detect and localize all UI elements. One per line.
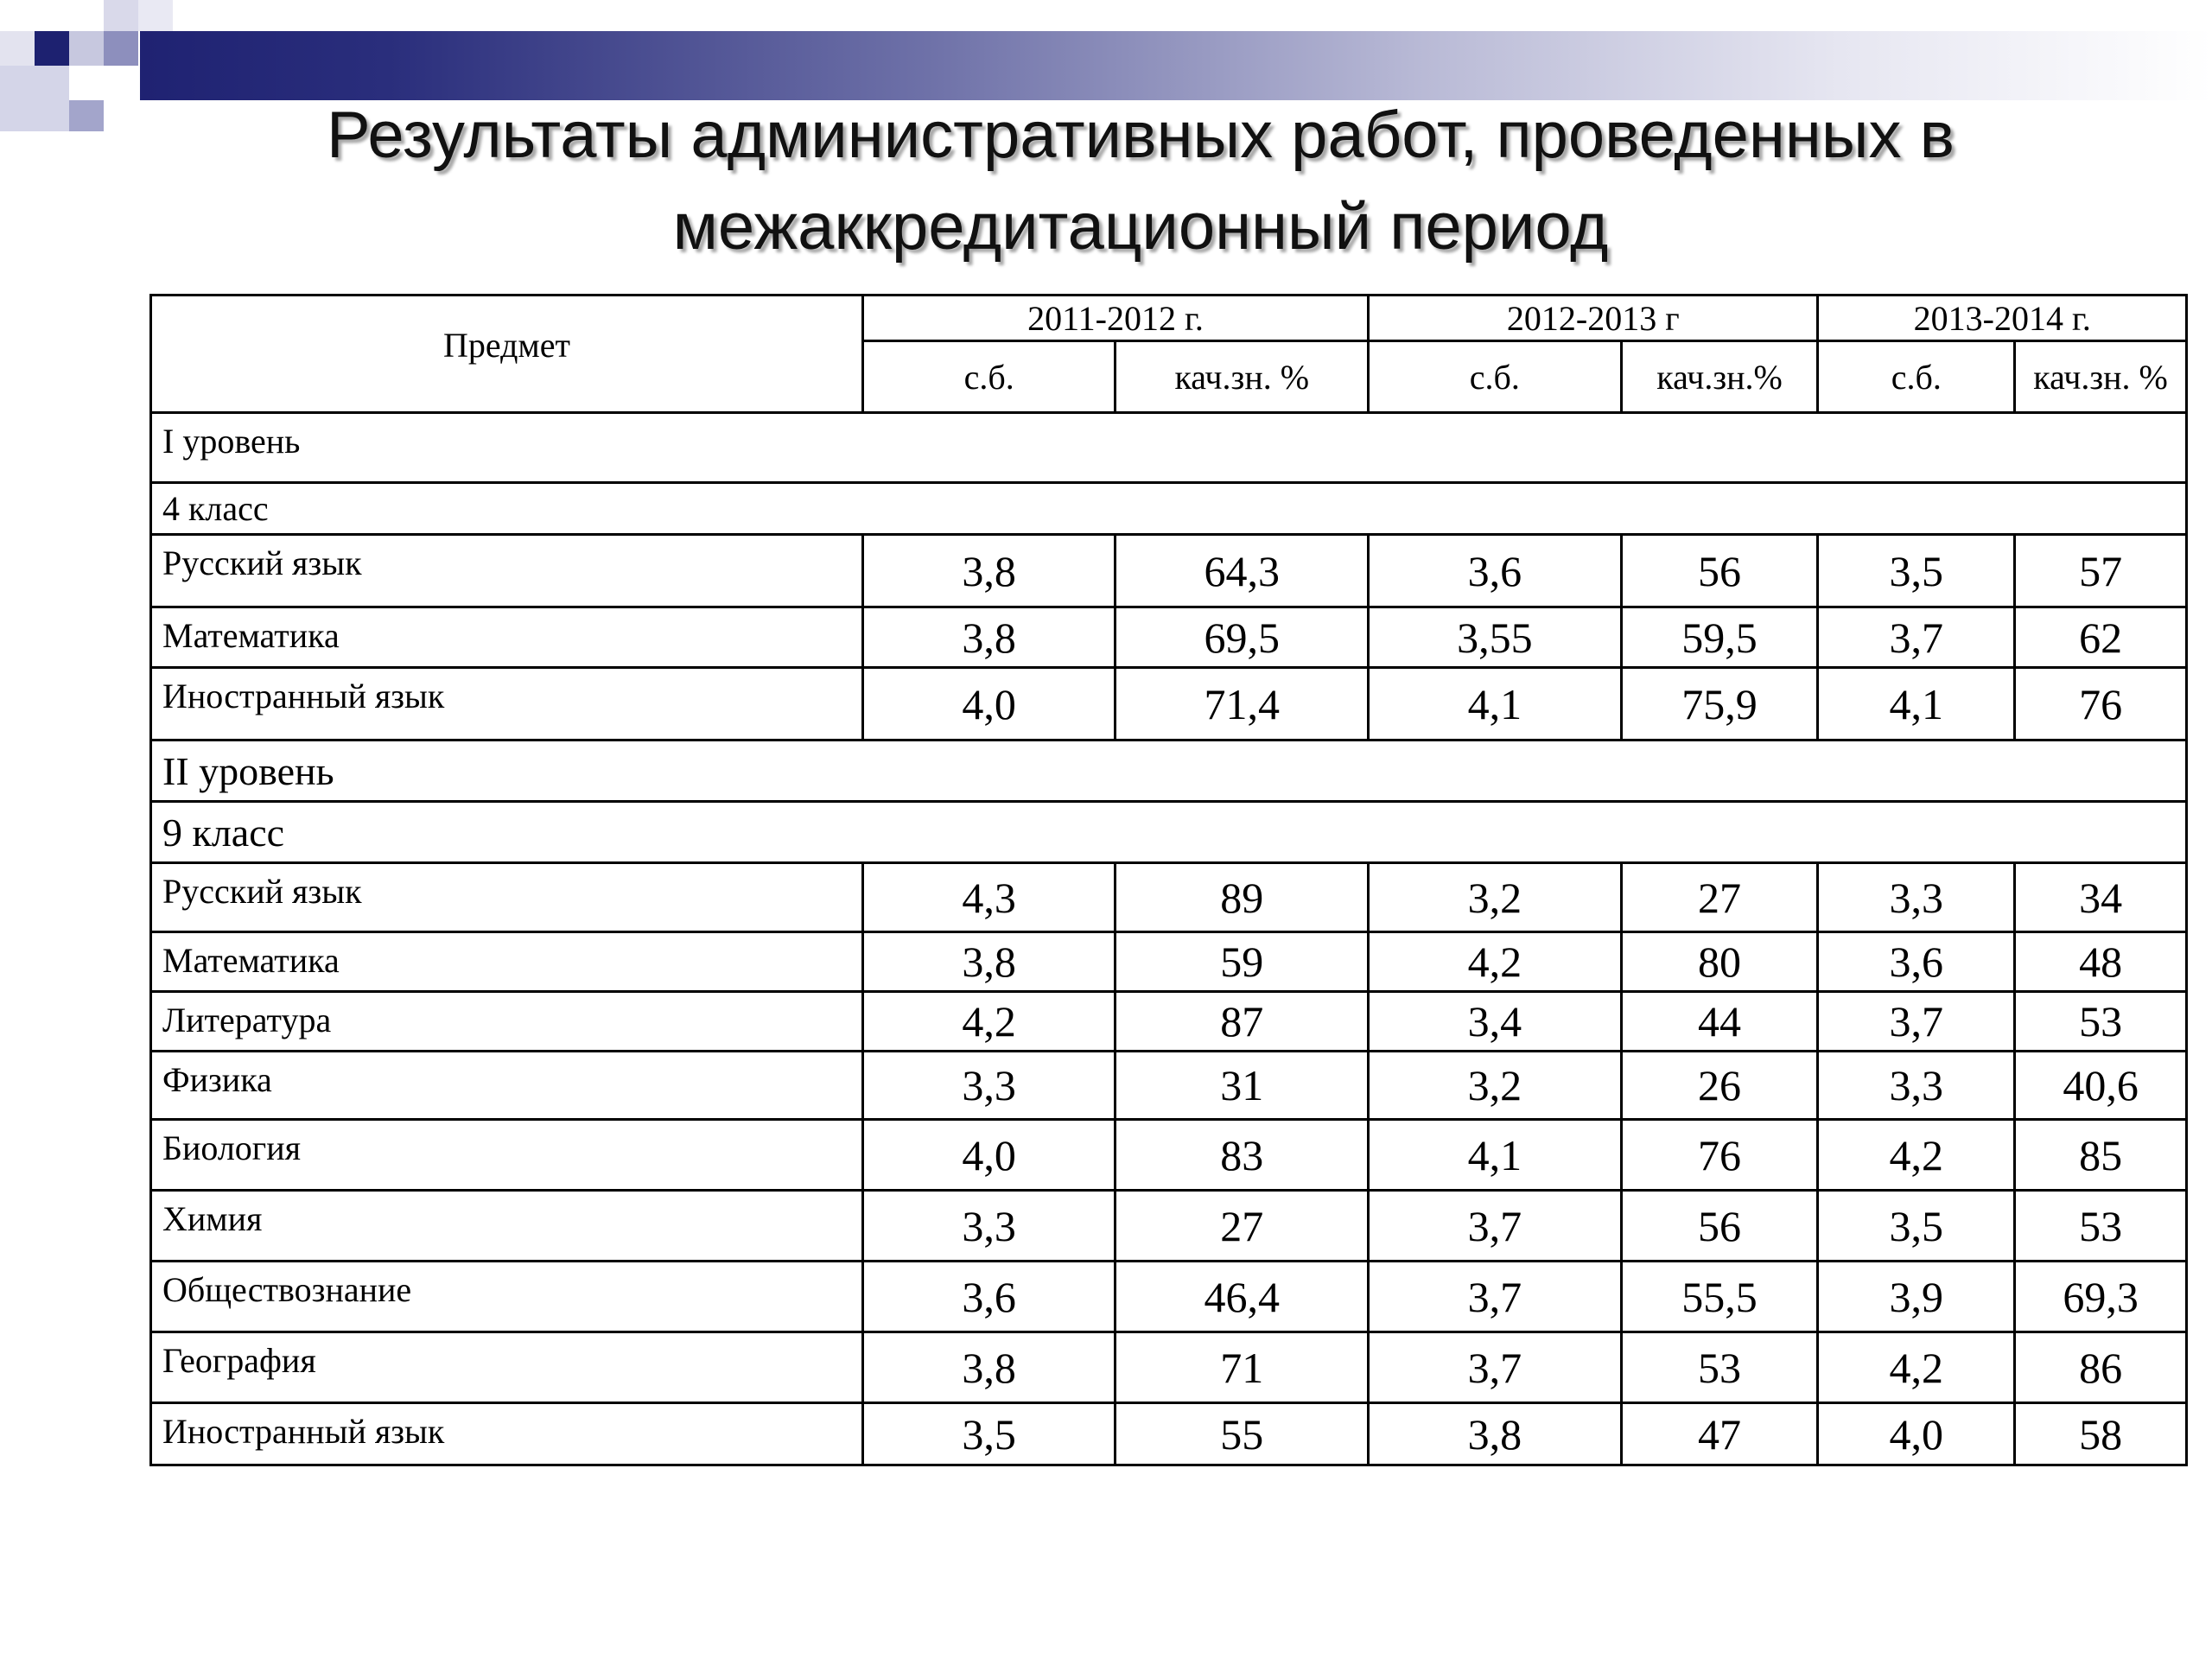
value-cell: 4,1: [1369, 1120, 1622, 1191]
value-cell: 4,3: [862, 863, 1116, 932]
subject-cell: Биология: [151, 1120, 863, 1191]
year-header: 2013-2014 г.: [1818, 296, 2187, 341]
level-row: [151, 741, 2187, 802]
value-cell: 3,8: [862, 607, 1116, 668]
value-cell: 4,0: [862, 668, 1116, 741]
metric-header: с.б.: [862, 341, 1116, 413]
value-cell: 3,5: [1818, 1191, 2015, 1262]
table-row: [151, 535, 2187, 607]
metric-header: кач.зн.%: [1621, 341, 1818, 413]
value-cell: 46,4: [1116, 1262, 1369, 1332]
value-cell: 4,0: [862, 1120, 1116, 1191]
value-cell: 3,7: [1369, 1332, 1622, 1403]
value-cell: 71,4: [1116, 668, 1369, 741]
table-row: [151, 607, 2187, 668]
table-row: [151, 992, 2187, 1052]
value-cell: 3,3: [862, 1191, 1116, 1262]
value-cell: 3,3: [1818, 863, 2015, 932]
value-cell: 58: [2015, 1403, 2187, 1465]
year-header-row: [151, 296, 2187, 341]
value-cell: 53: [2015, 992, 2187, 1052]
value-cell: 3,7: [1369, 1262, 1622, 1332]
page-title-line-2: межаккредитационный период: [672, 190, 1609, 264]
value-cell: 80: [1621, 932, 1818, 992]
level-row: [151, 413, 2187, 483]
header-square-decoration: [69, 100, 104, 131]
metric-header: с.б.: [1369, 341, 1622, 413]
class-row: [151, 802, 2187, 863]
table-row: [151, 1332, 2187, 1403]
value-cell: 3,8: [862, 932, 1116, 992]
table-row: [151, 1191, 2187, 1262]
value-cell: 26: [1621, 1052, 1818, 1120]
value-cell: 57: [2015, 535, 2187, 607]
metric-header: кач.зн. %: [1116, 341, 1369, 413]
value-cell: 3,3: [1818, 1052, 2015, 1120]
value-cell: 83: [1116, 1120, 1369, 1191]
value-cell: 40,6: [2015, 1052, 2187, 1120]
value-cell: 3,9: [1818, 1262, 2015, 1332]
value-cell: 27: [1621, 863, 1818, 932]
value-cell: 89: [1116, 863, 1369, 932]
value-cell: 69,5: [1116, 607, 1369, 668]
header-square-decoration: [104, 31, 138, 66]
table-row: [151, 668, 2187, 741]
header-square-decoration: [138, 0, 173, 31]
subject-cell: География: [151, 1332, 863, 1403]
value-cell: 3,6: [862, 1262, 1116, 1332]
page-title-line-1: Результаты административных работ, проведенных в: [327, 99, 1955, 172]
value-cell: 69,3: [2015, 1262, 2187, 1332]
value-cell: 71: [1116, 1332, 1369, 1403]
value-cell: 53: [2015, 1191, 2187, 1262]
value-cell: 3,8: [1369, 1403, 1622, 1465]
value-cell: 55: [1116, 1403, 1369, 1465]
metric-header: с.б.: [1818, 341, 2015, 413]
class-label: 9 класс: [151, 802, 2187, 863]
table-row: [151, 1052, 2187, 1120]
value-cell: 34: [2015, 863, 2187, 932]
subject-cell: Физика: [151, 1052, 863, 1120]
value-cell: 3,2: [1369, 1052, 1622, 1120]
value-cell: 4,0: [1818, 1403, 2015, 1465]
value-cell: 59: [1116, 932, 1369, 992]
value-cell: 3,5: [862, 1403, 1116, 1465]
table-row: [151, 1120, 2187, 1191]
value-cell: 3,6: [1818, 932, 2015, 992]
class-label: 4 класс: [151, 483, 2187, 535]
value-cell: 3,7: [1818, 992, 2015, 1052]
value-cell: 3,7: [1818, 607, 2015, 668]
value-cell: 31: [1116, 1052, 1369, 1120]
value-cell: 62: [2015, 607, 2187, 668]
header-square-decoration: [0, 31, 35, 66]
value-cell: 59,5: [1621, 607, 1818, 668]
subject-cell: Литература: [151, 992, 863, 1052]
table-row: [151, 863, 2187, 932]
subject-cell: Обществознание: [151, 1262, 863, 1332]
level-label: I уровень: [151, 413, 2187, 483]
value-cell: 3,8: [862, 535, 1116, 607]
value-cell: 3,7: [1369, 1191, 1622, 1262]
value-cell: 64,3: [1116, 535, 1369, 607]
metric-header: кач.зн. %: [2015, 341, 2187, 413]
value-cell: 55,5: [1621, 1262, 1818, 1332]
value-cell: 3,6: [1369, 535, 1622, 607]
table-row: [151, 1262, 2187, 1332]
class-row: [151, 483, 2187, 535]
value-cell: 44: [1621, 992, 1818, 1052]
value-cell: 47: [1621, 1403, 1818, 1465]
value-cell: 27: [1116, 1191, 1369, 1262]
subject-cell: Иностранный язык: [151, 668, 863, 741]
value-cell: 4,2: [1818, 1332, 2015, 1403]
value-cell: 3,8: [862, 1332, 1116, 1403]
value-cell: 86: [2015, 1332, 2187, 1403]
year-header: 2012-2013 г: [1369, 296, 1818, 341]
value-cell: 3,55: [1369, 607, 1622, 668]
value-cell: 3,5: [1818, 535, 2015, 607]
subject-cell: Русский язык: [151, 535, 863, 607]
value-cell: 76: [2015, 668, 2187, 741]
value-cell: 4,1: [1369, 668, 1622, 741]
value-cell: 87: [1116, 992, 1369, 1052]
value-cell: 4,2: [1818, 1120, 2015, 1191]
subject-column-header: Предмет: [151, 296, 863, 413]
value-cell: 3,3: [862, 1052, 1116, 1120]
value-cell: 4,1: [1818, 668, 2015, 741]
value-cell: 56: [1621, 1191, 1818, 1262]
value-cell: 85: [2015, 1120, 2187, 1191]
results-table: [149, 294, 2188, 1466]
subject-cell: Иностранный язык: [151, 1403, 863, 1465]
subject-cell: Русский язык: [151, 863, 863, 932]
value-cell: 4,2: [862, 992, 1116, 1052]
table-row: [151, 932, 2187, 992]
value-cell: 3,4: [1369, 992, 1622, 1052]
table-row: [151, 1403, 2187, 1465]
value-cell: 76: [1621, 1120, 1818, 1191]
value-cell: 3,2: [1369, 863, 1622, 932]
level-label: II уровень: [151, 741, 2187, 802]
subject-cell: Химия: [151, 1191, 863, 1262]
subject-cell: Математика: [151, 607, 863, 668]
value-cell: 48: [2015, 932, 2187, 992]
header-square-decoration: [35, 31, 69, 66]
page-title: [104, 90, 2177, 273]
value-cell: 56: [1621, 535, 1818, 607]
value-cell: 75,9: [1621, 668, 1818, 741]
year-header: 2011-2012 г.: [862, 296, 1368, 341]
value-cell: 4,2: [1369, 932, 1622, 992]
subject-cell: Математика: [151, 932, 863, 992]
header-square-decoration: [0, 66, 69, 131]
value-cell: 53: [1621, 1332, 1818, 1403]
